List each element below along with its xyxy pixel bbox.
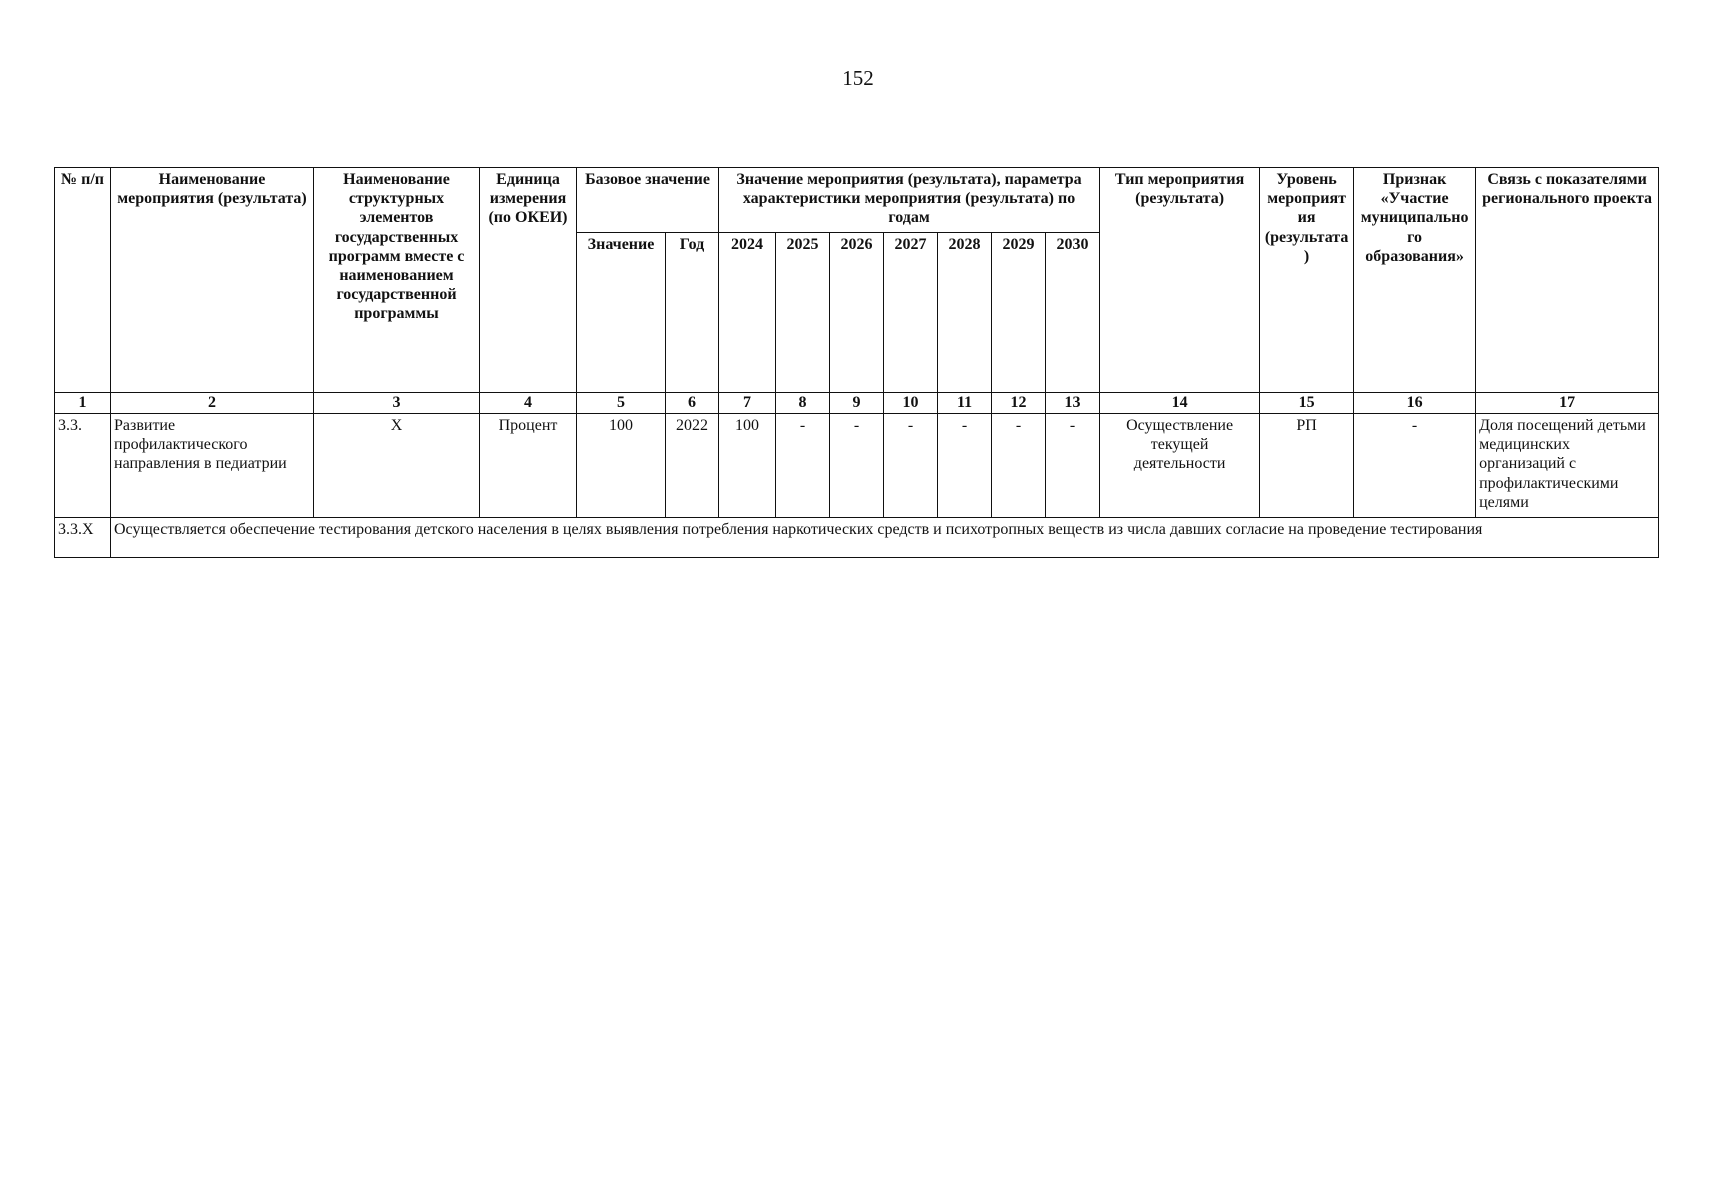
row-base-year: 2022: [666, 414, 719, 518]
header-year-2028: 2028: [938, 233, 992, 393]
column-number: 11: [938, 393, 992, 414]
page-number: 152: [842, 66, 874, 90]
column-number: 10: [884, 393, 938, 414]
column-number: 14: [1100, 393, 1260, 414]
header-year-2024: 2024: [719, 233, 776, 393]
row-level: РП: [1260, 414, 1354, 518]
column-number: 16: [1354, 393, 1476, 414]
header-year-2030: 2030: [1046, 233, 1100, 393]
row-value-2029: -: [992, 414, 1046, 518]
column-number: 15: [1260, 393, 1354, 414]
column-number: 2: [111, 393, 314, 414]
header-base-value: Значение: [577, 233, 666, 393]
row-value-2027: -: [884, 414, 938, 518]
note-num: 3.3.Х: [55, 518, 111, 558]
column-number-row: [55, 393, 1659, 414]
row-value-2030: -: [1046, 414, 1100, 518]
row-link: Доля посещений детьми медицинских организаций с профилактическими целями: [1476, 414, 1659, 518]
row-value-2025: -: [776, 414, 830, 518]
measures-table: [54, 167, 1659, 558]
row-type: Осуществление текущей деятельности: [1100, 414, 1260, 518]
row-num: 3.3.: [55, 414, 111, 518]
row-value-2028: -: [938, 414, 992, 518]
header-base-year: Год: [666, 233, 719, 393]
row-structural: Х: [314, 414, 480, 518]
column-number: 17: [1476, 393, 1659, 414]
column-number: 6: [666, 393, 719, 414]
header-link: Связь с показателями регионального проекта: [1476, 168, 1659, 393]
note-text: Осуществляется обеспечение тестирования детского населения в целях выявления потребления наркотических средств и психотропных веществ из числа давших согласие на проведение тестирования: [111, 518, 1659, 558]
row-value-2026: -: [830, 414, 884, 518]
row-base-value: 100: [577, 414, 666, 518]
column-number: 5: [577, 393, 666, 414]
note-row: [55, 518, 1659, 558]
header-year-2025: 2025: [776, 233, 830, 393]
row-value-2024: 100: [719, 414, 776, 518]
header-year-2029: 2029: [992, 233, 1046, 393]
column-number: 3: [314, 393, 480, 414]
header-municipal: Признак «Участие муниципального образования»: [1354, 168, 1476, 393]
header-level: Уровень мероприятия (результата): [1260, 168, 1354, 393]
column-number: 8: [776, 393, 830, 414]
column-number: 4: [480, 393, 577, 414]
row-name: Развитие профилактического направления в педиатрии: [111, 414, 314, 518]
header-unit: Единица измерения (по ОКЕИ): [480, 168, 577, 393]
header-structural: Наименование структурных элементов государственных программ вместе с наименованием государственной программы: [314, 168, 480, 393]
header-name: Наименование мероприятия (результата): [111, 168, 314, 393]
header-num: № п/п: [55, 168, 111, 393]
header-year-2027: 2027: [884, 233, 938, 393]
row-municipal: -: [1354, 414, 1476, 518]
header-row-1: [55, 168, 1659, 233]
column-number: 7: [719, 393, 776, 414]
column-number: 9: [830, 393, 884, 414]
header-type: Тип мероприятия (результата): [1100, 168, 1260, 393]
column-number: 12: [992, 393, 1046, 414]
row-unit: Процент: [480, 414, 577, 518]
column-number: 13: [1046, 393, 1100, 414]
header-base: Базовое значение: [577, 168, 719, 233]
header-values-by-year: Значение мероприятия (результата), параметра характеристики мероприятия (результата) по годам: [719, 168, 1100, 233]
header-year-2026: 2026: [830, 233, 884, 393]
table-row: [55, 414, 1659, 518]
column-number: 1: [55, 393, 111, 414]
